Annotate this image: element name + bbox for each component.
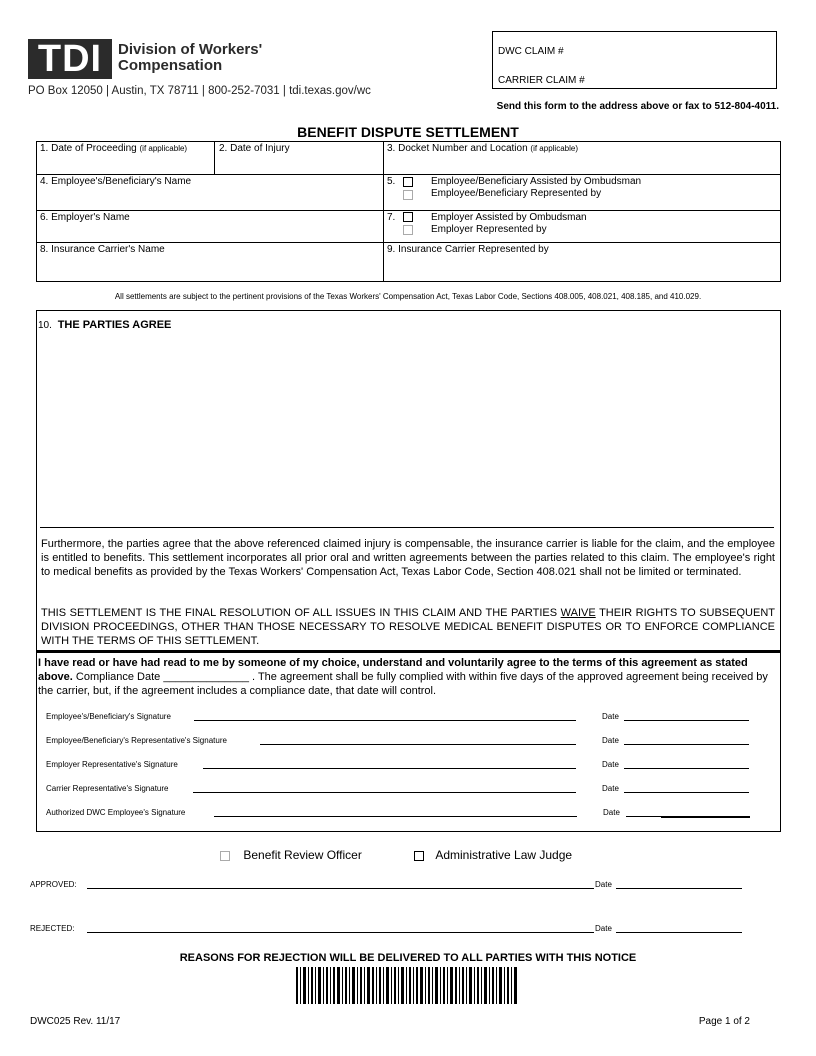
field-employer-name[interactable]: 6. Employer's Name — [40, 212, 130, 223]
signature-row[interactable] — [46, 784, 168, 793]
waive-word: WAIVE — [560, 607, 596, 619]
rejected-date-line[interactable] — [616, 932, 742, 933]
ombudsman-employee-checkbox[interactable] — [403, 177, 413, 187]
approved-date-label: Date — [595, 880, 612, 889]
division-line1: Division of Workers' — [118, 41, 263, 58]
signature-label: Authorized DWC Employee's Signature — [46, 808, 186, 817]
represented-employer-checkbox[interactable] — [403, 225, 413, 235]
ombudsman-employer-checkbox[interactable] — [403, 212, 413, 222]
rejected-date-label: Date — [595, 924, 612, 933]
division-name — [118, 42, 262, 74]
benefit-review-officer-option[interactable] — [220, 848, 362, 862]
tdi-logo — [28, 39, 112, 79]
approved-label: APPROVED: — [30, 880, 77, 889]
field-carrier-represented[interactable]: 9. Insurance Carrier Represented by — [387, 244, 549, 255]
field7-option1: Employer Assisted by Ombudsman — [431, 212, 587, 223]
rejection-notice: REASONS FOR REJECTION WILL BE DELIVERED TO ALL PARTIES WITH THIS NOTICE — [179, 952, 637, 964]
agreement-text-area[interactable] — [40, 336, 774, 526]
final-resolution-paragraph — [41, 606, 775, 648]
field-date-of-proceeding[interactable] — [40, 143, 187, 154]
furthermore-paragraph: Furthermore, the parties agree that the above referenced claimed injury is compensable, the insurance carrier is liable for the claim, and the employee is entitled to benefits. This settlement incorporates all prior oral and written agreements between the parties related to this claim. The employee's right to medical benefits as provided by the Texas Workers' Compensation Act, Texas Labor Code, Section 408.021 shall not be limited or terminated. — [41, 538, 775, 578]
signature-row[interactable] — [46, 736, 227, 745]
section10-title: THE PARTIES AGREE — [57, 319, 172, 331]
section10-number: 10. — [38, 320, 52, 331]
barcode-image — [296, 967, 518, 1004]
administrative-law-judge-label: Administrative Law Judge — [435, 848, 573, 862]
date-label: Date — [602, 736, 619, 745]
administrative-law-judge-option[interactable] — [414, 848, 572, 862]
date-label: Date — [602, 784, 619, 793]
field3-label: 3. Docket Number and Location — [387, 143, 528, 154]
section10-header — [38, 319, 171, 331]
rejected-signature-line[interactable] — [87, 932, 594, 933]
represented-employee-checkbox[interactable] — [403, 190, 413, 200]
signature-label: Employer Representative's Signature — [46, 760, 178, 769]
signature-label: Employee's/Beneficiary's Signature — [46, 712, 171, 721]
date-label: Date — [602, 760, 619, 769]
field-date-of-injury[interactable]: 2. Date of Injury — [219, 143, 290, 154]
statute-note: All settlements are subject to the pertinent provisions of the Texas Workers' Compensation Act, Texas Labor Code, Sections 408.005, 408.021, 408.185, and 410.029. — [114, 292, 702, 301]
field7-number: 7. — [387, 212, 396, 223]
acknowledgement-bold: I have read or have had read to me by someone of my choice, understand and voluntarily agree to the terms of this agreement as stated above. — [38, 657, 748, 683]
field5-option1: Employee/Beneficiary Assisted by Ombudsman — [431, 176, 642, 187]
signature-row[interactable] — [46, 760, 178, 769]
compliance-text: Compliance Date ______________ . The agreement shall be fully complied with within five days of the approved agreement being received by the carrier, but, if the agreement includes a compliance date, that date will control. — [38, 671, 768, 697]
date-label: Date — [602, 712, 619, 721]
benefit-review-officer-label: Benefit Review Officer — [243, 848, 362, 862]
field5-option2: Employee/Beneficiary Represented by — [431, 188, 602, 199]
signature-label: Employee/Beneficiary's Representative's Signature — [46, 736, 227, 745]
signature-row[interactable] — [46, 712, 171, 721]
benefit-review-officer-checkbox[interactable] — [220, 851, 230, 861]
field7-option2: Employer Represented by — [431, 224, 547, 235]
page-number: Page 1 of 2 — [698, 1016, 750, 1027]
field-employee-name[interactable]: 4. Employee's/Beneficiary's Name — [40, 176, 192, 187]
field-carrier-name[interactable]: 8. Insurance Carrier's Name — [40, 244, 165, 255]
agreement-divider — [40, 527, 774, 528]
field-docket-number[interactable] — [387, 143, 578, 154]
signature-label: Carrier Representative's Signature — [46, 784, 169, 793]
signature-row[interactable] — [46, 808, 185, 817]
form-title: BENEFIT DISPUTE SETTLEMENT — [297, 124, 519, 140]
carrier-claim-label[interactable]: CARRIER CLAIM # — [498, 75, 585, 86]
field5-number: 5. — [387, 176, 396, 187]
administrative-law-judge-checkbox[interactable] — [414, 851, 424, 861]
dwc-claim-label[interactable]: DWC CLAIM # — [498, 46, 564, 57]
rejected-label: REJECTED: — [30, 924, 75, 933]
logo-text: TDI — [37, 38, 103, 80]
field1-note: (if applicable) — [139, 144, 188, 153]
division-line2: Compensation — [118, 57, 223, 74]
date-label: Date — [603, 808, 620, 817]
approved-signature-line[interactable] — [87, 888, 594, 889]
field1-label: 1. Date of Proceeding — [40, 143, 137, 154]
claim-number-box — [492, 31, 777, 89]
acknowledgement-paragraph — [38, 656, 780, 698]
form-code: DWC025 Rev. 11/17 — [30, 1016, 121, 1027]
address-line: PO Box 12050 | Austin, TX 78711 | 800-252-7031 | tdi.texas.gov/wc — [28, 85, 371, 97]
field3-note: (if applicable) — [530, 144, 578, 153]
send-instruction: Send this form to the address above or fax to 512-804-4011. — [496, 101, 779, 112]
approved-date-line[interactable] — [616, 888, 742, 889]
final-text-b: THEIR RIGHTS TO SUBSEQUENT DIVISION PROCEEDINGS, OTHER THAN THOSE NECESSARY TO RESOLVE MEDICAL BENEFIT DISPUTES OR TO ENFORCE COMPLIANCE WITH THE TERMS OF THIS SETTLEMENT. — [41, 607, 775, 647]
final-text-a: THIS SETTLEMENT IS THE FINAL RESOLUTION OF ALL ISSUES IN THIS CLAIM AND THE PARTIES — [41, 607, 561, 619]
